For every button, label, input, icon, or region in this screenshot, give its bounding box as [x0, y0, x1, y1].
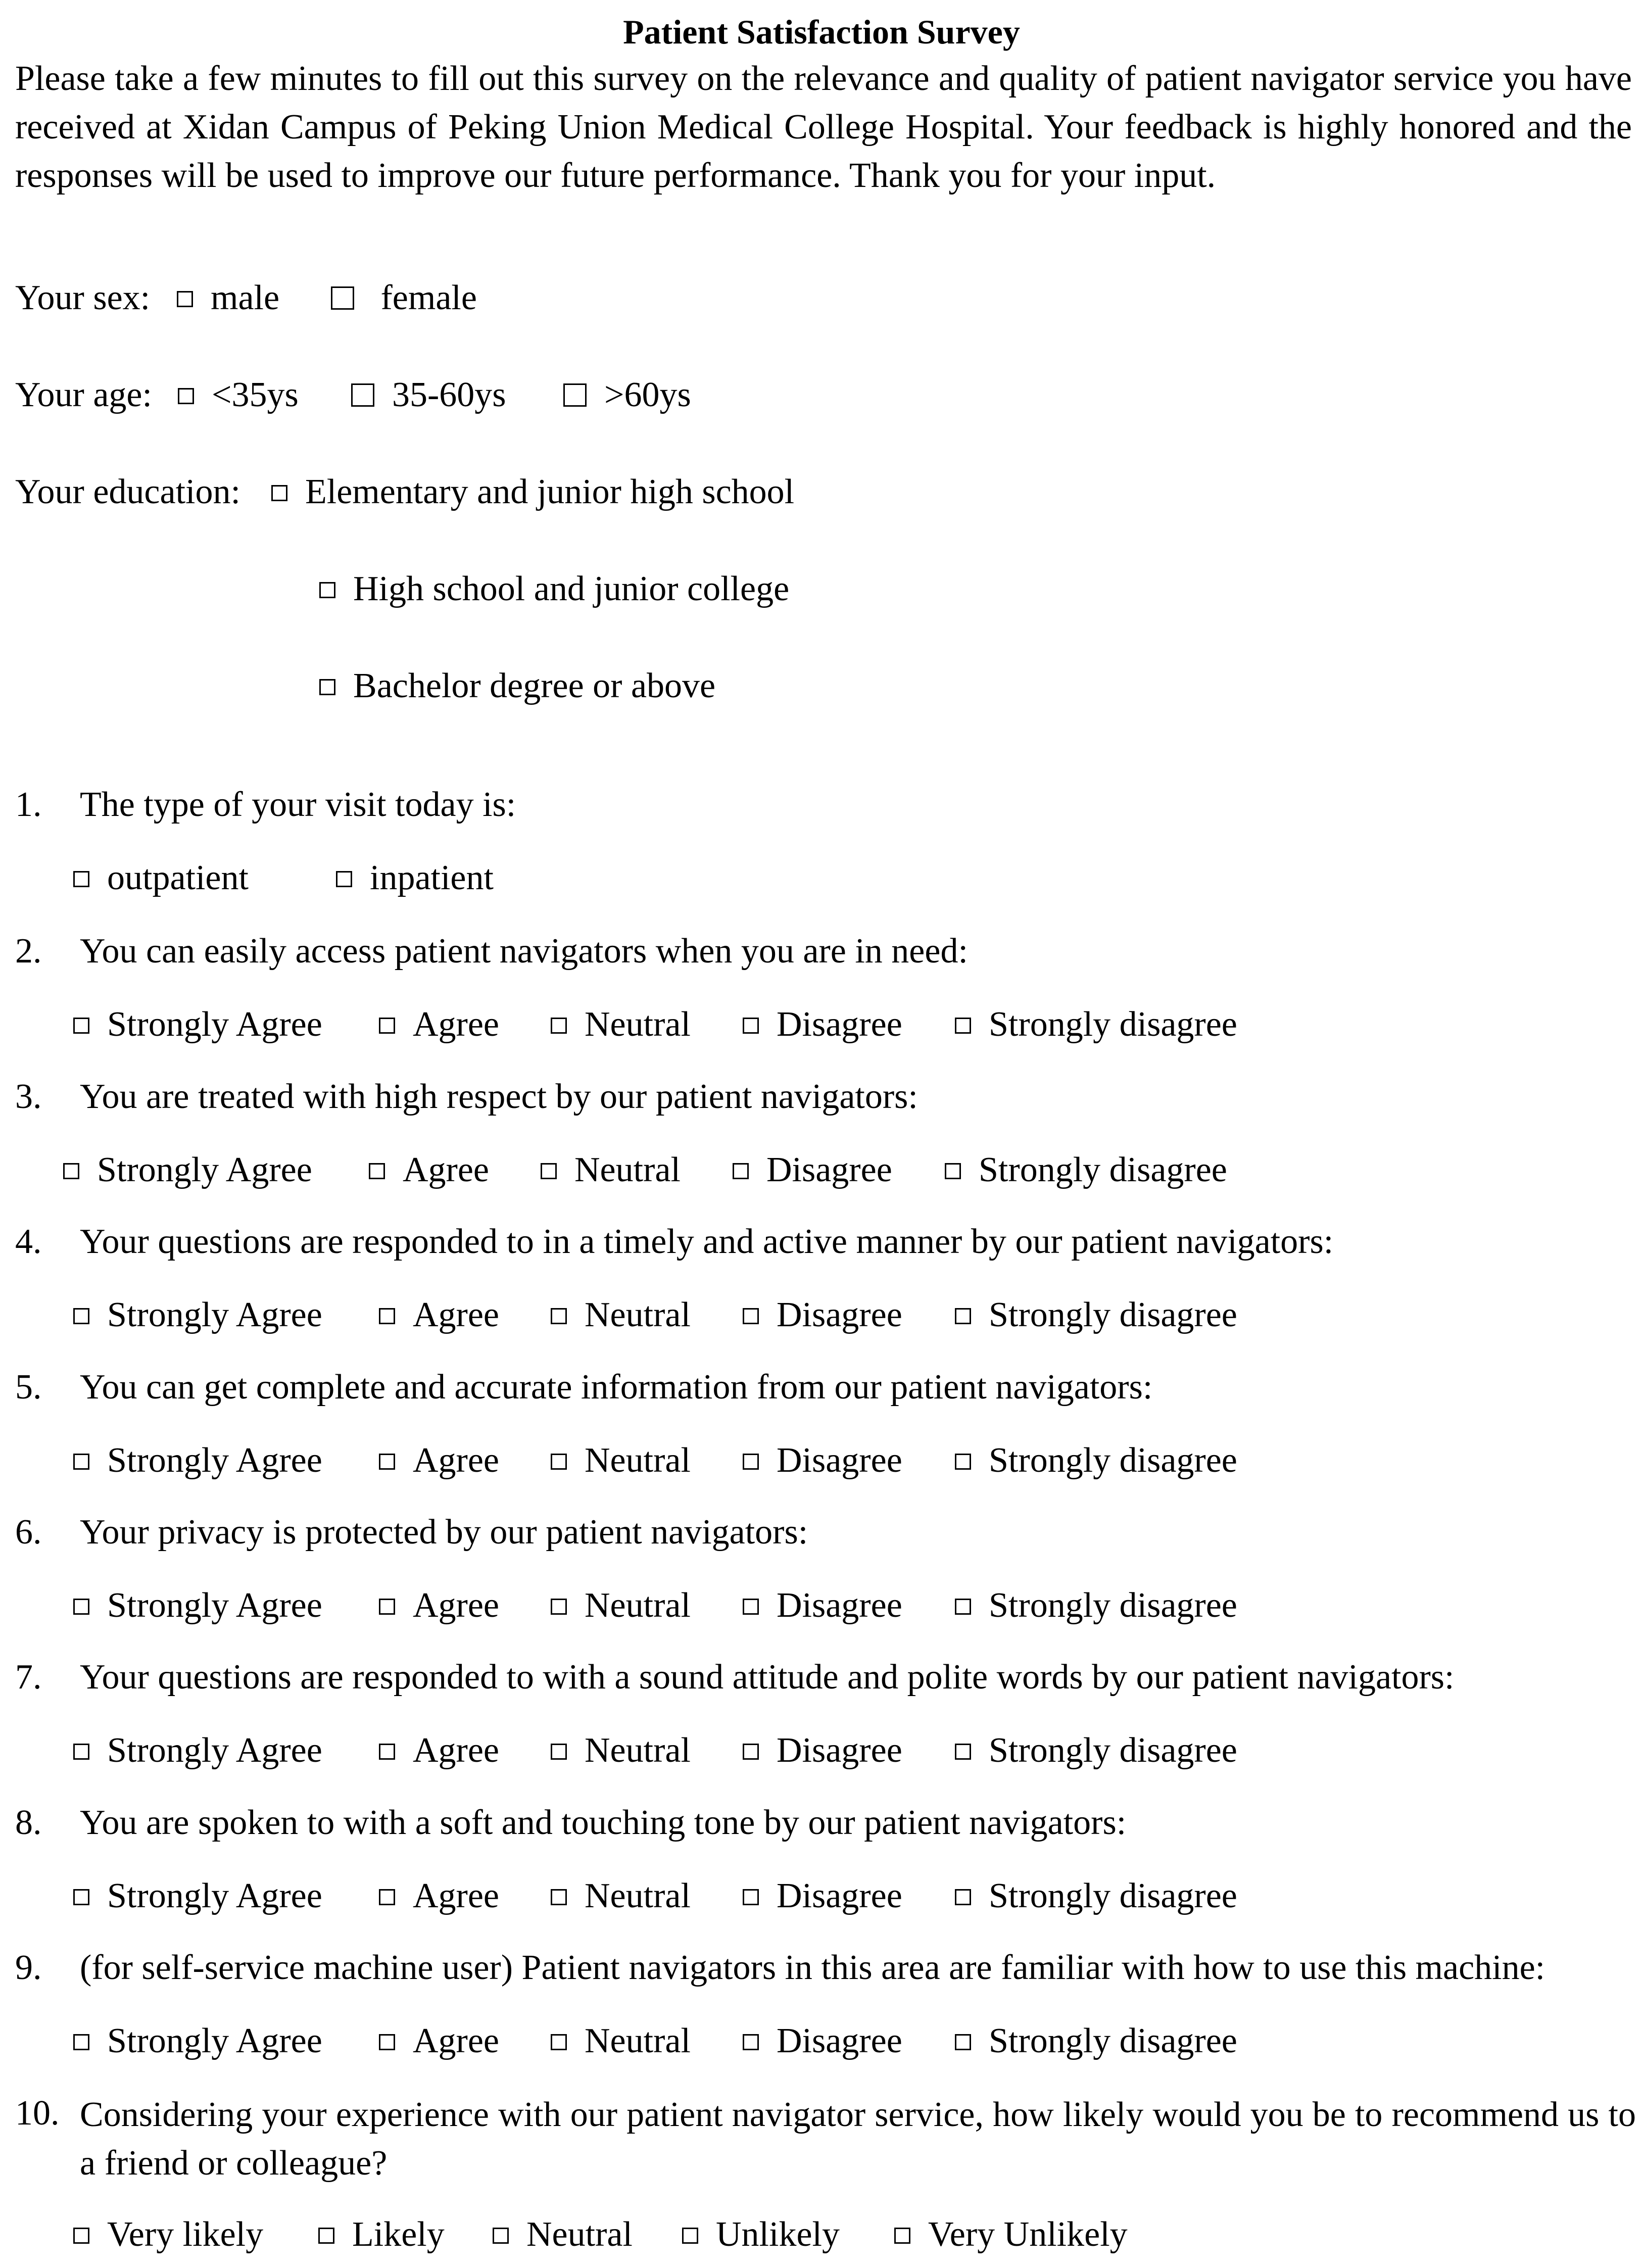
likert-option-disagree[interactable]: Disagree	[743, 2018, 902, 2064]
recommend-option-very-likely[interactable]: Very likely	[73, 2212, 263, 2257]
sex-option-male[interactable]: male	[177, 275, 279, 321]
likert-option-neutral[interactable]: Neutral	[551, 1583, 691, 1628]
survey-title: Patient Satisfaction Survey	[623, 13, 1020, 51]
checkbox-icon[interactable]	[743, 1599, 759, 1615]
checkbox-icon[interactable]	[945, 1163, 961, 1179]
checkbox-icon[interactable]	[336, 871, 352, 887]
checkbox-icon[interactable]	[318, 2228, 334, 2244]
recommend-option-neutral[interactable]: Neutral	[493, 2212, 633, 2257]
question-number: 2.	[15, 932, 42, 971]
likert-option-agree[interactable]: Agree	[379, 1583, 499, 1628]
survey-intro: Please take a few minutes to fill out this survey on the relevance and quality of patient navigator service you have received at Xidan Campus of Peking Union Medical College Hospital. Your feedback is highly honored and the responses will be used to improve our future performance. Thank you for your input.	[15, 59, 1632, 195]
checkbox-icon[interactable]	[73, 1599, 89, 1615]
checkbox-icon[interactable]	[551, 1889, 567, 1905]
checkbox-icon[interactable]	[955, 1744, 971, 1760]
question-number: 5.	[15, 1368, 42, 1407]
likert-option-agree[interactable]: Agree	[379, 2018, 499, 2064]
checkbox-icon[interactable]	[73, 1018, 89, 1034]
likert-option-neutral[interactable]: Neutral	[541, 1147, 681, 1193]
checkbox-icon[interactable]	[63, 1163, 79, 1179]
checkbox-icon[interactable]	[955, 2034, 971, 2050]
checkbox-icon[interactable]	[955, 1308, 971, 1324]
age-option-35-60[interactable]: 35-60ys	[351, 372, 506, 418]
likert-option-agree[interactable]: Agree	[379, 1728, 499, 1773]
question-number: 1.	[15, 785, 42, 824]
likert-option-neutral[interactable]: Neutral	[551, 2018, 691, 2064]
likert-option-agree[interactable]: Agree	[379, 1873, 499, 1919]
checkbox-icon[interactable]	[177, 291, 193, 307]
likert-option-strongly-agree[interactable]: Strongly Agree	[73, 1292, 322, 1338]
checkbox-icon[interactable]	[493, 2228, 509, 2244]
checkbox-icon[interactable]	[271, 485, 287, 501]
checkbox-icon[interactable]	[73, 2034, 89, 2050]
checkbox-icon[interactable]	[73, 1308, 89, 1324]
likert-option-neutral[interactable]: Neutral	[551, 1002, 691, 1047]
checkbox-icon[interactable]	[541, 1163, 557, 1179]
checkbox-icon[interactable]	[743, 1308, 759, 1324]
recommend-option-unlikely[interactable]: Unlikely	[682, 2212, 840, 2257]
checkbox-icon[interactable]	[73, 2228, 89, 2244]
checkbox-icon[interactable]	[563, 383, 587, 407]
checkbox-icon[interactable]	[551, 1018, 567, 1034]
checkbox-icon[interactable]	[73, 1454, 89, 1470]
checkbox-icon[interactable]	[369, 1163, 385, 1179]
recommend-option-likely[interactable]: Likely	[318, 2212, 445, 2257]
question-number: 10.	[15, 2094, 60, 2133]
checkbox-icon[interactable]	[379, 1018, 395, 1034]
checkbox-icon[interactable]	[551, 1744, 567, 1760]
visit-option-inpatient[interactable]: inpatient	[336, 855, 494, 901]
checkbox-icon[interactable]	[743, 1889, 759, 1905]
likert-option-strongly-agree[interactable]: Strongly Agree	[73, 1728, 322, 1773]
checkbox-icon[interactable]	[743, 2034, 759, 2050]
checkbox-icon[interactable]	[551, 2034, 567, 2050]
likert-option-disagree[interactable]: Disagree	[743, 1438, 902, 1483]
checkbox-icon[interactable]	[73, 1889, 89, 1905]
checkbox-icon[interactable]	[379, 1744, 395, 1760]
question-number: 8.	[15, 1803, 42, 1842]
checkbox-icon[interactable]	[682, 2228, 698, 2244]
likert-option-strongly-agree[interactable]: Strongly Agree	[63, 1147, 312, 1193]
checkbox-icon[interactable]	[379, 1454, 395, 1470]
likert-option-disagree[interactable]: Disagree	[743, 1873, 902, 1919]
question-text: Considering your experience with our patient navigator service, how likely would you be to recommend us to a friend or colleague?	[80, 2095, 1636, 2183]
likert-option-strongly-agree[interactable]: Strongly Agree	[73, 1438, 322, 1483]
likert-option-strongly-disagree[interactable]: Strongly disagree	[955, 1873, 1237, 1919]
checkbox-icon[interactable]	[73, 871, 89, 887]
checkbox-icon[interactable]	[955, 1454, 971, 1470]
likert-option-strongly-agree[interactable]: Strongly Agree	[73, 1873, 322, 1919]
likert-option-agree[interactable]: Agree	[379, 1292, 499, 1338]
checkbox-icon[interactable]	[331, 286, 354, 310]
likert-option-strongly-disagree[interactable]: Strongly disagree	[945, 1147, 1227, 1193]
likert-option-agree[interactable]: Agree	[369, 1147, 489, 1193]
likert-option-strongly-disagree[interactable]: Strongly disagree	[955, 1728, 1237, 1773]
likert-option-strongly-agree[interactable]: Strongly Agree	[73, 1002, 322, 1047]
checkbox-icon[interactable]	[551, 1454, 567, 1470]
checkbox-icon[interactable]	[743, 1744, 759, 1760]
likert-option-neutral[interactable]: Neutral	[551, 1292, 691, 1338]
checkbox-icon[interactable]	[379, 2034, 395, 2050]
question-number: 6.	[15, 1513, 42, 1552]
question-text: You are spoken to with a soft and touching tone by our patient navigators:	[80, 1803, 1127, 1842]
checkbox-icon[interactable]	[379, 1889, 395, 1905]
likert-option-strongly-agree[interactable]: Strongly Agree	[73, 1583, 322, 1628]
likert-option-strongly-disagree[interactable]: Strongly disagree	[955, 1583, 1237, 1628]
likert-option-disagree[interactable]: Disagree	[743, 1583, 902, 1628]
checkbox-icon[interactable]	[955, 1018, 971, 1034]
recommend-option-very-unlikely[interactable]: Very Unlikely	[894, 2212, 1128, 2257]
checkbox-icon[interactable]	[733, 1163, 749, 1179]
checkbox-icon[interactable]	[379, 1308, 395, 1324]
likert-option-agree[interactable]: Agree	[379, 1002, 499, 1047]
checkbox-icon[interactable]	[551, 1308, 567, 1324]
checkbox-icon[interactable]	[894, 2228, 910, 2244]
checkbox-icon[interactable]	[955, 1889, 971, 1905]
checkbox-icon[interactable]	[379, 1599, 395, 1615]
question-text: (for self-service machine user) Patient navigators in this area are familiar with how to use this machine:	[80, 1948, 1545, 1987]
question-number: 4.	[15, 1222, 42, 1261]
age-label: Your age:	[15, 375, 152, 414]
question-number: 9.	[15, 1948, 42, 1987]
checkbox-icon[interactable]	[319, 582, 335, 598]
likert-option-neutral[interactable]: Neutral	[551, 1728, 691, 1773]
sex-option-female[interactable]: female	[331, 275, 477, 321]
likert-option-disagree[interactable]: Disagree	[743, 1292, 902, 1338]
education-option-elementary[interactable]: Elementary and junior high school	[271, 469, 794, 515]
age-option-under-35[interactable]: <35ys	[178, 372, 299, 418]
education-option-high-school[interactable]: High school and junior college	[319, 566, 789, 612]
likert-option-neutral[interactable]: Neutral	[551, 1873, 691, 1919]
checkbox-icon[interactable]	[743, 1018, 759, 1034]
question-text: Your privacy is protected by our patient navigators:	[80, 1513, 808, 1552]
question-text: Your questions are responded to in a timely and active manner by our patient navigators:	[80, 1222, 1334, 1261]
checkbox-icon[interactable]	[743, 1454, 759, 1470]
question-text: The type of your visit today is:	[80, 785, 516, 824]
question-number: 3.	[15, 1077, 42, 1116]
question-text: You are treated with high respect by our patient navigators:	[80, 1077, 918, 1116]
checkbox-icon[interactable]	[351, 383, 374, 407]
question-text: You can get complete and accurate information from our patient navigators:	[80, 1368, 1153, 1407]
checkbox-icon[interactable]	[955, 1599, 971, 1615]
likert-option-agree[interactable]: Agree	[379, 1438, 499, 1483]
question-text: You can easily access patient navigators when you are in need:	[80, 932, 968, 971]
likert-option-strongly-disagree[interactable]: Strongly disagree	[955, 1292, 1237, 1338]
checkbox-icon[interactable]	[178, 388, 194, 404]
checkbox-icon[interactable]	[73, 1744, 89, 1760]
likert-option-disagree[interactable]: Disagree	[743, 1728, 902, 1773]
likert-option-disagree[interactable]: Disagree	[733, 1147, 892, 1193]
question-number: 7.	[15, 1658, 42, 1697]
likert-option-strongly-disagree[interactable]: Strongly disagree	[955, 1438, 1237, 1483]
education-label: Your education:	[15, 472, 240, 511]
likert-option-strongly-disagree[interactable]: Strongly disagree	[955, 2018, 1237, 2064]
question-text: Your questions are responded to with a sound attitude and polite words by our patient navigators:	[80, 1658, 1455, 1697]
likert-option-neutral[interactable]: Neutral	[551, 1438, 691, 1483]
education-option-bachelor[interactable]: Bachelor degree or above	[319, 663, 715, 709]
checkbox-icon[interactable]	[319, 679, 335, 695]
likert-option-strongly-disagree[interactable]: Strongly disagree	[955, 1002, 1237, 1047]
visit-option-outpatient[interactable]: outpatient	[73, 855, 249, 901]
likert-option-strongly-agree[interactable]: Strongly Agree	[73, 2018, 322, 2064]
age-option-over-60[interactable]: >60ys	[563, 372, 691, 418]
sex-label: Your sex:	[15, 278, 151, 317]
likert-option-disagree[interactable]: Disagree	[743, 1002, 902, 1047]
checkbox-icon[interactable]	[551, 1599, 567, 1615]
